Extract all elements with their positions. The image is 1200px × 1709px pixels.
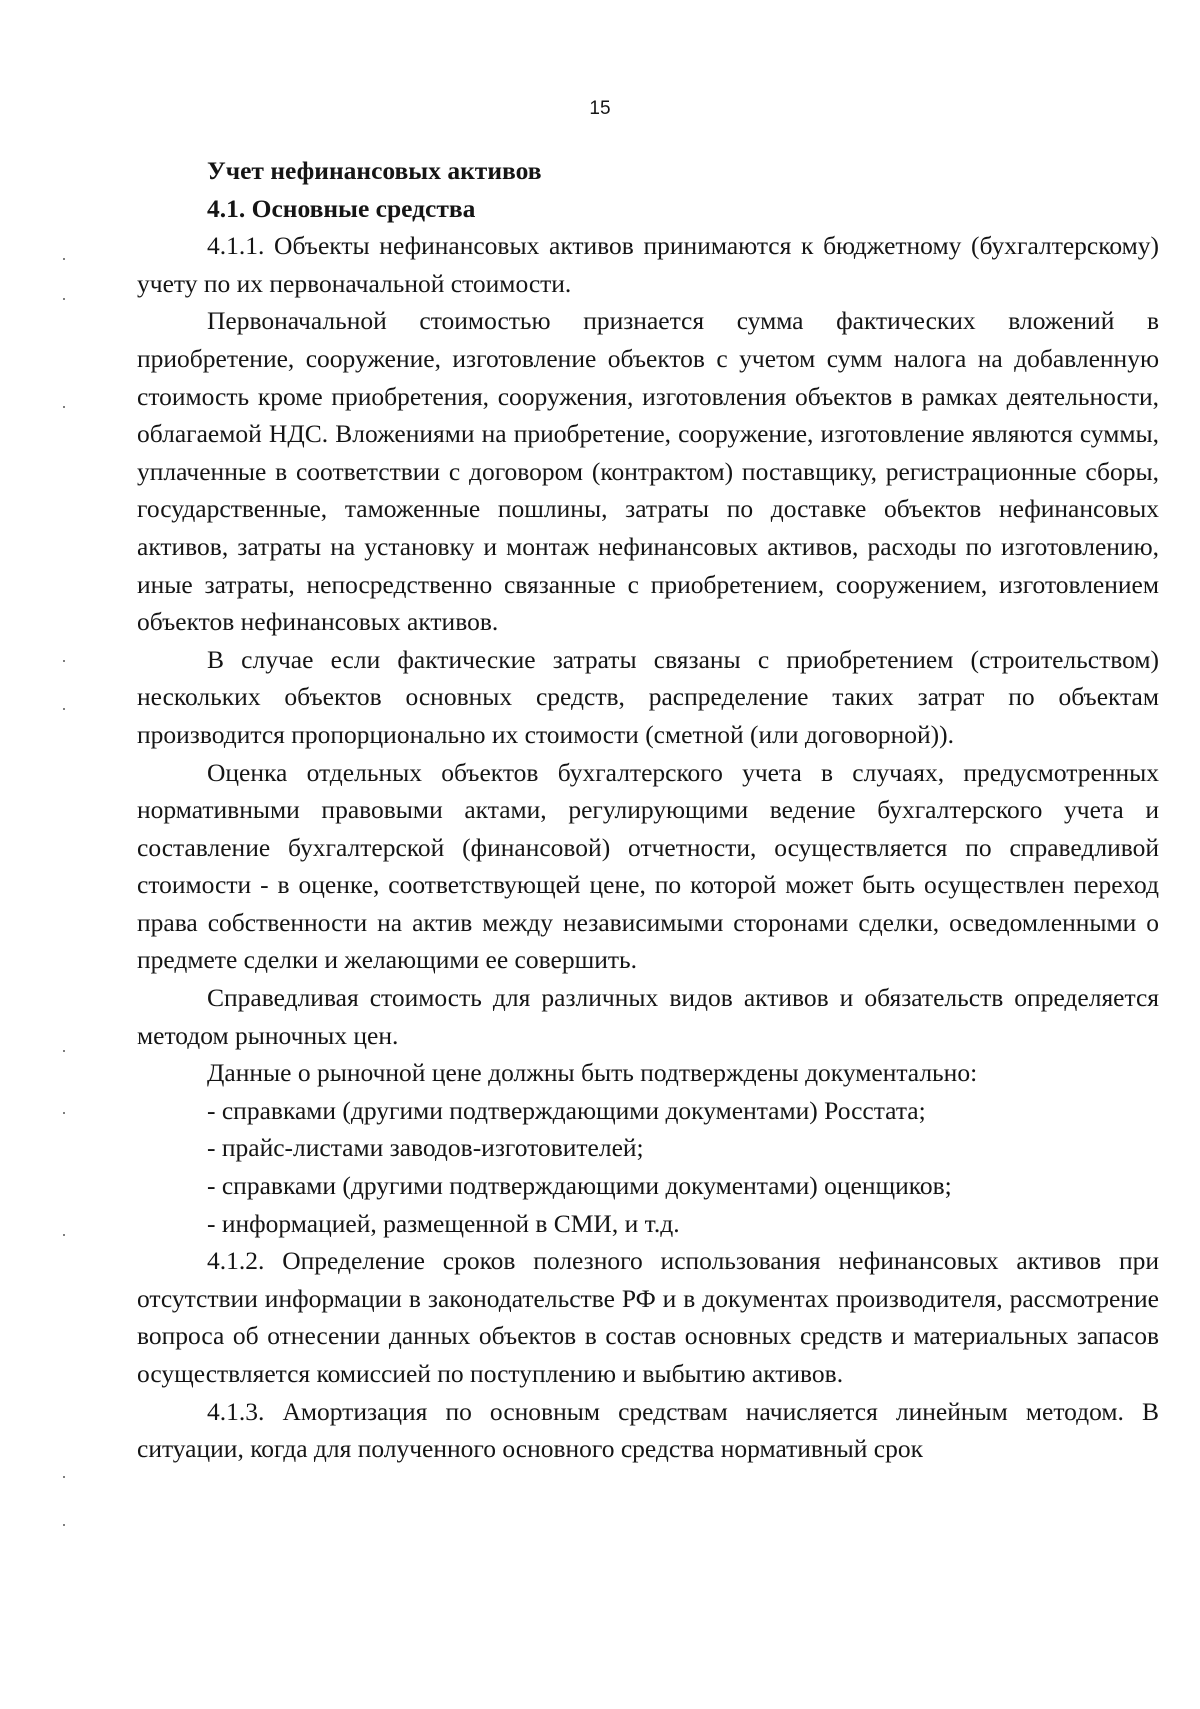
paragraph-initial-cost: Первоначальной стоимостью признается сумма фактических вложений в приобретение, сооружение, изготовление объектов с учетом сумм налога на добавленную стоимость кроме приобретения, сооружения, изготовления объектов в рамках деятельности, облагаемой НДС. Вложениями на приобретение, сооружение, изготовление являются суммы, уплаченные в соответствии с договором (контрактом) поставщику, регистрационные сборы, государственные, таможенные пошлины, затраты по доставке объектов нефинансовых активов, затраты на установку и монтаж нефинансовых активов, расходы по изготовлению, иные затраты, непосредственно связанные с приобретением, сооружением, изготовлением объектов нефинансовых активов. [137, 306, 1159, 637]
scan-speck [63, 1234, 65, 1236]
subsection-title: 4.1. Основные средства [207, 193, 476, 223]
scan-speck [63, 406, 65, 408]
list-item: - справками (другими подтверждающими документами) оценщиков; [207, 1171, 952, 1201]
document-body [137, 152, 1159, 1468]
scan-speck [63, 1112, 65, 1114]
scan-speck [63, 258, 65, 260]
paragraph-4-1-3: 4.1.3. Амортизация по основным средствам начисляется линейным методом. В ситуации, когда для полученного основного средства нормативный срок [137, 1396, 1159, 1464]
list-item: - прайс-листами заводов-изготовителей; [207, 1133, 644, 1163]
paragraph-market-price-method: Справедливая стоимость для различных видов активов и обязательств определяется методом рыночных цен. [137, 983, 1159, 1050]
scan-speck [63, 298, 65, 300]
list-item: - справками (другими подтверждающими документами) Росстата; [207, 1095, 926, 1125]
paragraph-4-1-1: 4.1.1. Объекты нефинансовых активов принимаются к бюджетному (бухгалтерскому) учету по их первоначальной стоимости. [137, 231, 1159, 298]
scan-speck [63, 1476, 65, 1478]
page-number: 15 [589, 98, 611, 119]
scan-speck [63, 708, 65, 710]
section-title: Учет нефинансовых активов [207, 156, 542, 185]
paragraph-cost-allocation: В случае если фактические затраты связаны с приобретением (строительством) нескольких объектов основных средств, распределение таких затрат по объектам производится пропорционально их стоимости (сметной (или договорной)). [137, 644, 1159, 749]
paragraph-4-1-2: 4.1.2. Определение сроков полезного использования нефинансовых активов при отсутствии информации в законодательстве РФ и в документах производителя, рассмотрение вопроса об отнесении данных объектов в состав основных средств и материальных запасов осуществляется комиссией по поступлению и выбытию активов. [137, 1246, 1159, 1388]
list-item: - информацией, размещенной в СМИ, и т.д. [207, 1208, 680, 1238]
paragraph-fair-value: Оценка отдельных объектов бухгалтерского учета в случаях, предусмотренных нормативными правовыми актами, регулирующими ведение бухгалтерского учета и составление бухгалтерской (финансовой) отчетности, осуществляется по справедливой стоимости - в оценке, соответствующей цене, по которой может быть осуществлен переход права собственности на актив между независимыми сторонами сделки, осведомленными о предмете сделки и желающими ее совершить. [137, 757, 1159, 975]
paragraph-market-data: Данные о рыночной цене должны быть подтверждены документально: [207, 1058, 978, 1088]
scan-speck [63, 660, 65, 662]
scan-speck [63, 1050, 65, 1052]
scan-speck [63, 1524, 65, 1526]
